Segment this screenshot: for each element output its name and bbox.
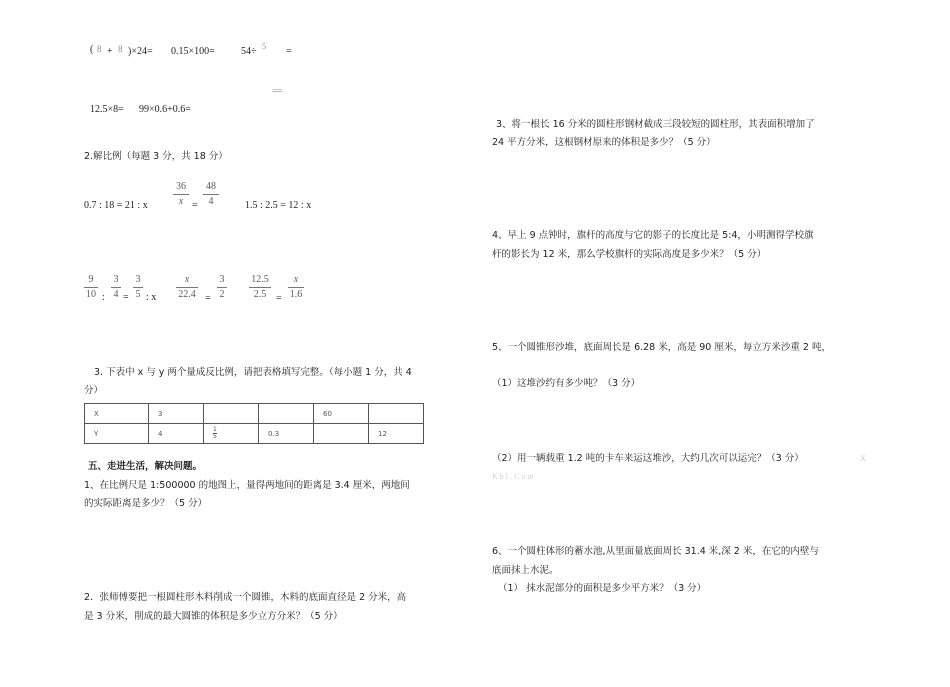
table-cell[interactable] bbox=[259, 404, 314, 424]
proportion-eq-6-equals: = bbox=[276, 293, 282, 304]
proportion-eq-6-left: 12.5 2.5 bbox=[249, 274, 271, 301]
proportion-eq-2-right: 48 4 bbox=[203, 181, 219, 208]
question-3-line-1: 3、将一根长 16 分米的圆柱形钢材截成三段较短的圆柱形，其表面积增加了 bbox=[496, 119, 815, 130]
question-3-line-2: 24 平方分米，这根钢材原来的体积是多少？（5 分） bbox=[492, 137, 716, 148]
proportion-eq-1: 0.7 : 18 = 21 : x bbox=[84, 200, 148, 211]
proportion-eq-6-right: x 1.6 bbox=[289, 274, 303, 300]
table-question-line-1: 3. 下表中 x 与 y 两个量成反比例，请把表格填写完整。（每小题 1 分，共 4 bbox=[94, 367, 412, 378]
calc-item-1-tail: )×24= bbox=[128, 46, 153, 57]
calc-item-4: 12.5×8= bbox=[90, 104, 124, 115]
question-5-sub-1: （1）这堆沙约有多少吨？（3 分） bbox=[492, 378, 641, 389]
fraction-one-fifth: $\frac{1}{5}$ bbox=[213, 426, 217, 440]
proportion-eq-2-left: 36 x bbox=[173, 181, 189, 208]
question-2-line-1: 2．张师傅要把一根圆柱形木料削成一个圆锥，木料的底面直径是 2 分米，高 bbox=[84, 592, 407, 603]
calc-item-2: 0.15×100= bbox=[171, 46, 215, 57]
calc-item-3: 54÷ bbox=[241, 46, 257, 57]
section-5-heading: 五、走进生活，解决问题。 bbox=[88, 461, 203, 472]
watermark-x: X bbox=[860, 454, 866, 463]
calc-item-3-equals: = bbox=[286, 46, 292, 57]
proportion-eq-2-equals: = bbox=[192, 200, 198, 211]
question-6-line-2: 底面抹上水泥。 bbox=[492, 565, 559, 576]
question-4-line-2: 杆的影长为 12 米，那么学校旗杆的实际高度是多少米？（5 分） bbox=[492, 249, 767, 260]
question-1-line-2: 的实际距离是多少？（5 分） bbox=[84, 498, 208, 509]
proportion-eq-4-tail: : x bbox=[146, 292, 157, 303]
table-cell[interactable] bbox=[369, 404, 424, 424]
proportion-eq-5-right: 3 2 bbox=[217, 274, 227, 301]
proportion-eq-3: 1.5 : 2.5 = 12 : x bbox=[245, 200, 312, 211]
calc-plus: + bbox=[107, 46, 113, 57]
stray-equals-mark: == bbox=[272, 86, 282, 97]
proportion-heading: 2.解比例（每题 3 分，共 18 分） bbox=[84, 151, 228, 162]
watermark-text: K b l . C o m bbox=[492, 472, 534, 481]
table-cell: 60 bbox=[314, 404, 369, 424]
calc-item-5: 99×0.6+0.6= bbox=[139, 104, 191, 115]
table-cell: 3 bbox=[149, 404, 204, 424]
question-5-sub-2: （2）用一辆载重 1.2 吨的卡车来运这堆沙，大约几次可以运完？（3 分） bbox=[492, 453, 804, 464]
table-cell[interactable] bbox=[204, 404, 259, 424]
question-1-line-1: 1、在比例尺是 1:500000 的地图上，量得两地间的距离是 3.4 厘米，两地间 bbox=[84, 480, 410, 491]
table-cell-fraction bbox=[204, 424, 259, 444]
table-row-x bbox=[85, 404, 424, 424]
question-6-sub-1: （1） 抹水泥部分的面积是多少平方米？（3 分） bbox=[498, 583, 707, 594]
inverse-proportion-table bbox=[84, 403, 424, 444]
question-6-line-1: 6、一个圆柱体形的蓄水池,从里面量底面周长 31.4 米,深 2 米，在它的内壁与 bbox=[492, 546, 819, 557]
table-cell[interactable] bbox=[314, 424, 369, 444]
question-4-line-1: 4、早上 9 点钟时，旗杆的高度与它的影子的长度比是 5:4，小明测得学校旗 bbox=[492, 230, 814, 241]
calc-item-3-frac: 5 bbox=[262, 42, 266, 51]
calc-frac-b: 8 bbox=[118, 44, 123, 54]
table-cell: 0.3 bbox=[259, 424, 314, 444]
proportion-eq-5-left: x 22.4 bbox=[176, 274, 198, 301]
table-cell: 4 bbox=[149, 424, 204, 444]
table-cell: 12 bbox=[369, 424, 424, 444]
table-question-line-2: 分） bbox=[84, 385, 104, 396]
proportion-eq-5-equals: = bbox=[205, 293, 211, 304]
calc-frac-a: 8 bbox=[97, 44, 102, 54]
table-cell-label: X bbox=[85, 404, 149, 424]
calc-open-paren: ( bbox=[90, 44, 94, 55]
table-cell-label: Y bbox=[85, 424, 149, 444]
proportion-eq-4-a: 9 10 bbox=[86, 274, 96, 300]
question-5-line-1: 5、一个圆锥形沙堆，底面周长是 6.28 米，高是 90 厘米，每立方米沙重 2 吨， bbox=[492, 342, 831, 353]
proportion-eq-4-c: 3 5 bbox=[133, 274, 143, 301]
question-2-line-2: 是 3 分米，削成的最大圆锥的体积是多少立方分米？（5 分） bbox=[84, 611, 343, 622]
proportion-eq-4-b: 3 4 bbox=[111, 274, 121, 301]
calc-row-1 bbox=[90, 44, 93, 56]
table-row-y bbox=[85, 424, 424, 444]
proportion-eq-4-equals: = bbox=[123, 292, 129, 303]
proportion-eq-4-colon: : bbox=[102, 292, 105, 303]
